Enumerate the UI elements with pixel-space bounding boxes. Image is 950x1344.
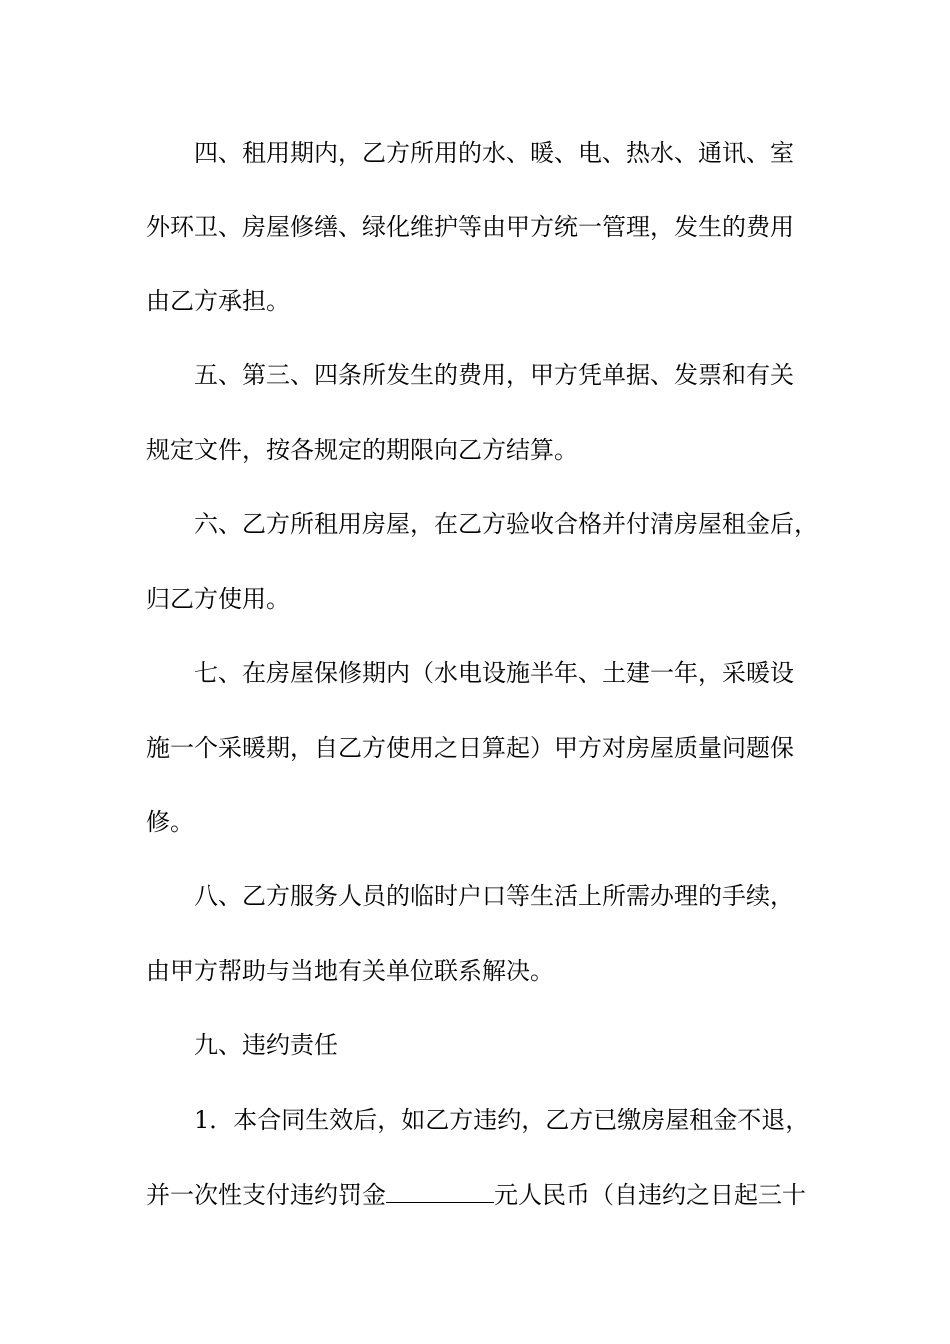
paragraph-line: 四、租用期内，乙方所用的水、暖、电、热水、通讯、室 (194, 139, 794, 167)
paragraph-line: 外环卫、房屋修缮、绿化维护等由甲方统一管理，发生的费用 (146, 213, 794, 241)
text-before-blank: 并一次性支付违约罚金 (146, 1181, 386, 1209)
paragraph-line: 由甲方帮助与当地有关单位联系解决。 (146, 957, 554, 985)
fill-in-blank[interactable] (386, 1176, 494, 1203)
paragraph-line: 由乙方承担。 (146, 287, 290, 315)
paragraph-line: 六、乙方所租用房屋，在乙方验收合格并付清房屋租金后， (194, 510, 818, 538)
paragraph-line: 施一个采暖期，自乙方使用之日算起）甲方对房屋质量问题保 (146, 734, 794, 762)
paragraph-line: 五、第三、四条所发生的费用，甲方凭单据、发票和有关 (194, 361, 794, 389)
paragraph-line: 八、乙方服务人员的临时户口等生活上所需办理的手续， (194, 882, 794, 910)
text-after-blank: 元人民币（自违约之日起三十 (494, 1181, 806, 1209)
paragraph-line: 1．本合同生效后，如乙方违约，乙方已缴房屋租金不退， (194, 1106, 810, 1134)
paragraph-line: 规定文件，按各规定的期限向乙方结算。 (146, 436, 578, 464)
paragraph-line: 七、在房屋保修期内（水电设施半年、土建一年，采暖设 (194, 659, 794, 687)
paragraph-line-with-blank (146, 1176, 816, 1212)
paragraph-line: 修。 (146, 808, 194, 836)
section-heading: 九、违约责任 (194, 1031, 338, 1059)
paragraph-line: 归乙方使用。 (146, 585, 290, 613)
